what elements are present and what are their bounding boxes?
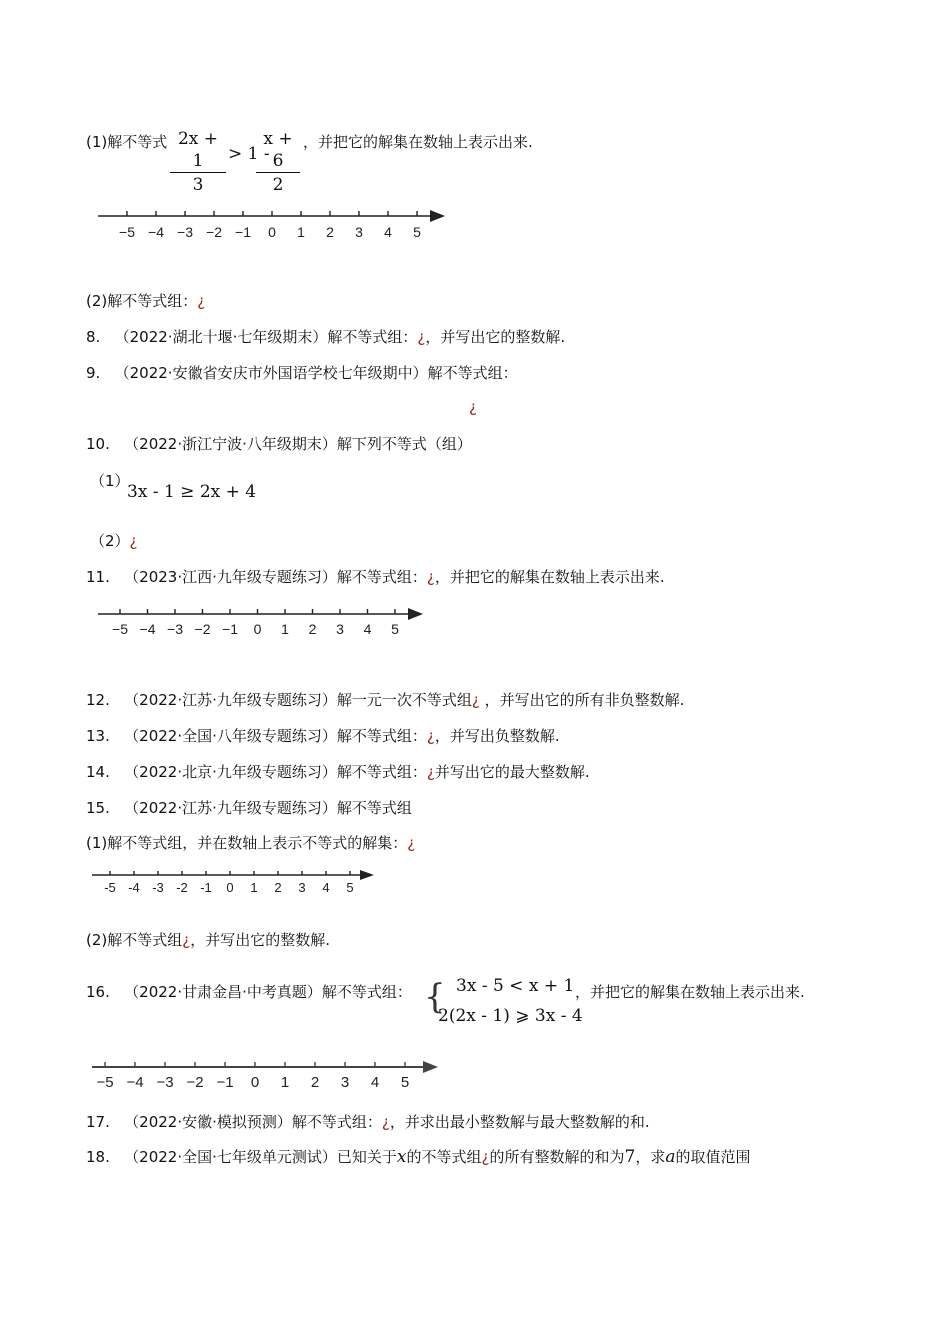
axis-tick-label: 4 bbox=[384, 224, 392, 240]
axis-tick-label: −5 bbox=[112, 621, 128, 637]
axis-tick-label: -5 bbox=[104, 880, 116, 895]
question-18 bbox=[86, 1146, 750, 1167]
question-tail: ，并把它的解集在数轴上表示出来. bbox=[434, 568, 665, 586]
axis-tick-label: −3 bbox=[177, 224, 193, 240]
axis-tick-label: 3 bbox=[355, 224, 363, 240]
broken-char: ¿ bbox=[197, 292, 206, 310]
axis-tick-label: −4 bbox=[148, 224, 164, 240]
axis-arrow-icon bbox=[360, 870, 374, 880]
question-16 bbox=[86, 981, 412, 1002]
fraction-numerator: x + 6 bbox=[256, 128, 300, 173]
question-text: （2022·安徽·模拟预测）解不等式组： bbox=[124, 1113, 382, 1131]
question-text: （2022·安徽省安庆市外国语学校七年级期中）解不等式组： bbox=[114, 364, 518, 382]
number-seven: 7 bbox=[624, 1147, 636, 1167]
broken-char: ¿ bbox=[426, 568, 435, 586]
question-8 bbox=[86, 326, 565, 347]
axis-tick-label: 2 bbox=[310, 1074, 320, 1091]
question-17 bbox=[86, 1111, 650, 1132]
axis-tick-label: 3 bbox=[336, 621, 344, 637]
axis-tick-label: −5 bbox=[119, 224, 135, 240]
axis-arrow-icon bbox=[423, 1061, 438, 1073]
p7-part2 bbox=[86, 290, 205, 311]
q10-sub2-label: （2） bbox=[90, 532, 130, 550]
axis-tick-label: -4 bbox=[128, 880, 140, 895]
q10-sub2 bbox=[90, 530, 138, 551]
question-number: 8. bbox=[86, 328, 101, 346]
fraction-denominator: 3 bbox=[192, 175, 204, 195]
axis-tick-label: −4 bbox=[126, 1074, 144, 1091]
broken-char: ¿ bbox=[407, 834, 416, 852]
q15-sub1-text: (1)解不等式组，并在数轴上表示不等式的解集： bbox=[86, 834, 408, 852]
q15-sub2-text: (2)解不等式组 bbox=[86, 931, 183, 949]
number-line-3 bbox=[88, 864, 388, 898]
axis-tick-label: 3 bbox=[298, 880, 306, 895]
question-text-4: ，求 bbox=[635, 1148, 666, 1166]
question-text-3: 的所有整数解的和为 bbox=[489, 1148, 625, 1166]
question-number: 16. bbox=[86, 983, 110, 1001]
axis-tick-label: 1 bbox=[280, 1074, 290, 1091]
axis-tick-label: 2 bbox=[326, 224, 334, 240]
axis-tick-label: −2 bbox=[206, 224, 222, 240]
broken-char: ¿ bbox=[426, 727, 435, 745]
number-line-2 bbox=[90, 600, 430, 645]
question-11 bbox=[86, 566, 665, 587]
question-number: 17. bbox=[86, 1113, 110, 1131]
question-number: 18. bbox=[86, 1148, 110, 1166]
question-tail: ，并写出它的整数解. bbox=[425, 328, 566, 346]
question-number: 10. bbox=[86, 435, 110, 453]
question-text: （2022·江苏·九年级专题练习）解不等式组 bbox=[124, 799, 412, 817]
q10-sub1-label: （1） bbox=[90, 472, 130, 490]
question-15 bbox=[86, 797, 412, 818]
axis-tick-label: −5 bbox=[96, 1074, 114, 1091]
question-12 bbox=[86, 689, 684, 710]
question-9 bbox=[86, 362, 518, 383]
axis-tick-label: 0 bbox=[268, 224, 276, 240]
left-brace-icon: { bbox=[424, 977, 446, 1017]
axis-tick-label: 0 bbox=[226, 880, 234, 895]
broken-char: ¿ bbox=[417, 328, 426, 346]
q16-line1: 3x - 5 < x + 1 bbox=[456, 976, 575, 996]
question-tail: 并写出它的最大整数解. bbox=[434, 763, 590, 781]
axis-tick-label: −3 bbox=[167, 621, 183, 637]
number-line-4 bbox=[88, 1055, 448, 1095]
axis-tick-label: 4 bbox=[322, 880, 330, 895]
question-number: 12. bbox=[86, 691, 110, 709]
question-tail: ，并写出它的所有非负整数解. bbox=[479, 691, 685, 709]
question-text-1: （2022·全国·七年级单元测试）已知关于 bbox=[124, 1148, 397, 1166]
axis-arrow-icon bbox=[408, 608, 423, 620]
question-10 bbox=[86, 433, 472, 454]
q15-sub2 bbox=[86, 929, 330, 950]
q15-sub1 bbox=[86, 832, 415, 853]
question-text: （2022·江苏·九年级专题练习）解一元一次不等式组 bbox=[124, 691, 472, 709]
axis-tick-label: 5 bbox=[391, 621, 399, 637]
question-text-2: 的不等式组 bbox=[406, 1148, 482, 1166]
question-text-5: 的取值范围 bbox=[675, 1148, 751, 1166]
question-number: 9. bbox=[86, 364, 101, 382]
question-text: （2022·湖北十堰·七年级期末）解不等式组： bbox=[114, 328, 418, 346]
axis-tick-label: 5 bbox=[346, 880, 354, 895]
axis-tick-label: 1 bbox=[281, 621, 289, 637]
question-text: （2022·甘肃金昌·中考真题）解不等式组： bbox=[124, 983, 412, 1001]
broken-char: ¿ bbox=[471, 691, 480, 709]
fraction-numerator: 2x + 1 bbox=[170, 128, 226, 173]
question-text: （2022·全国·八年级专题练习）解不等式组： bbox=[124, 727, 427, 745]
broken-char: ¿ bbox=[129, 532, 138, 550]
axis-tick-label: 0 bbox=[250, 1074, 260, 1091]
broken-char: ¿ bbox=[481, 1148, 490, 1166]
p7-part1-prefix: (1)解不等式 bbox=[86, 133, 168, 151]
broken-char: ¿ bbox=[426, 763, 435, 781]
axis-arrow-icon bbox=[430, 210, 445, 222]
variable-a: a bbox=[665, 1147, 676, 1167]
axis-tick-label: 0 bbox=[253, 621, 262, 637]
question-13 bbox=[86, 725, 560, 746]
question-text: （2022·浙江宁波·八年级期末）解下列不等式（组） bbox=[124, 435, 472, 453]
p7-part1-suffix: ，并把它的解集在数轴上表示出来. bbox=[303, 133, 533, 151]
axis-tick-label: −2 bbox=[186, 1074, 204, 1091]
axis-tick-label: 4 bbox=[370, 1074, 380, 1091]
axis-tick-label: 3 bbox=[340, 1074, 350, 1091]
p7-part2-label: (2)解不等式组： bbox=[86, 292, 198, 310]
axis-tick-label: 2 bbox=[274, 880, 282, 895]
axis-tick-label: −1 bbox=[216, 1074, 234, 1091]
question-tail: ，并写出负整数解. bbox=[434, 727, 560, 745]
q15-sub2-tail: ，并写出它的整数解. bbox=[190, 931, 330, 949]
broken-char: ¿ bbox=[381, 1113, 390, 1131]
question-number: 14. bbox=[86, 763, 110, 781]
question-text: （2023·江西·九年级专题练习）解不等式组： bbox=[124, 568, 427, 586]
q10-sub1-math: 3x - 1 ≥ 2x + 4 bbox=[127, 482, 257, 502]
q16-tail: ，并把它的解集在数轴上表示出来. bbox=[575, 983, 805, 1001]
question-number: 13. bbox=[86, 727, 110, 745]
axis-tick-label: 2 bbox=[308, 621, 317, 637]
question-14 bbox=[86, 761, 590, 782]
question-number: 11. bbox=[86, 568, 110, 586]
gt-one-minus: > 1 - bbox=[228, 144, 270, 164]
variable-x: x bbox=[396, 1147, 407, 1167]
axis-tick-label: -3 bbox=[152, 880, 164, 895]
axis-tick-label: −1 bbox=[235, 224, 251, 240]
number-line-1 bbox=[90, 200, 450, 245]
question-text: （2022·北京·九年级专题练习）解不等式组： bbox=[124, 763, 427, 781]
axis-tick-label: 4 bbox=[363, 621, 372, 637]
axis-tick-label: 1 bbox=[297, 224, 305, 240]
fraction-2x-plus-1-over-3 bbox=[170, 128, 226, 197]
axis-tick-label: -1 bbox=[200, 880, 212, 895]
axis-tick-label: −1 bbox=[222, 621, 238, 637]
broken-char: ¿ bbox=[469, 398, 477, 416]
axis-tick-label: -2 bbox=[176, 880, 188, 895]
q16-line2: 2(2x - 1) ⩾ 3x - 4 bbox=[438, 1006, 583, 1026]
fraction-denominator: 2 bbox=[272, 175, 284, 195]
axis-tick-label: 5 bbox=[413, 224, 421, 240]
axis-tick-label: −4 bbox=[139, 621, 156, 637]
question-number: 15. bbox=[86, 799, 110, 817]
axis-tick-label: −2 bbox=[194, 621, 211, 637]
axis-tick-label: 1 bbox=[250, 880, 258, 895]
axis-tick-label: −3 bbox=[156, 1074, 174, 1091]
broken-char: ¿ bbox=[182, 931, 191, 949]
axis-tick-label: 5 bbox=[400, 1074, 410, 1091]
fraction-x-plus-6-over-2 bbox=[256, 128, 300, 197]
question-tail: ，并求出最小整数解与最大整数解的和. bbox=[389, 1113, 650, 1131]
